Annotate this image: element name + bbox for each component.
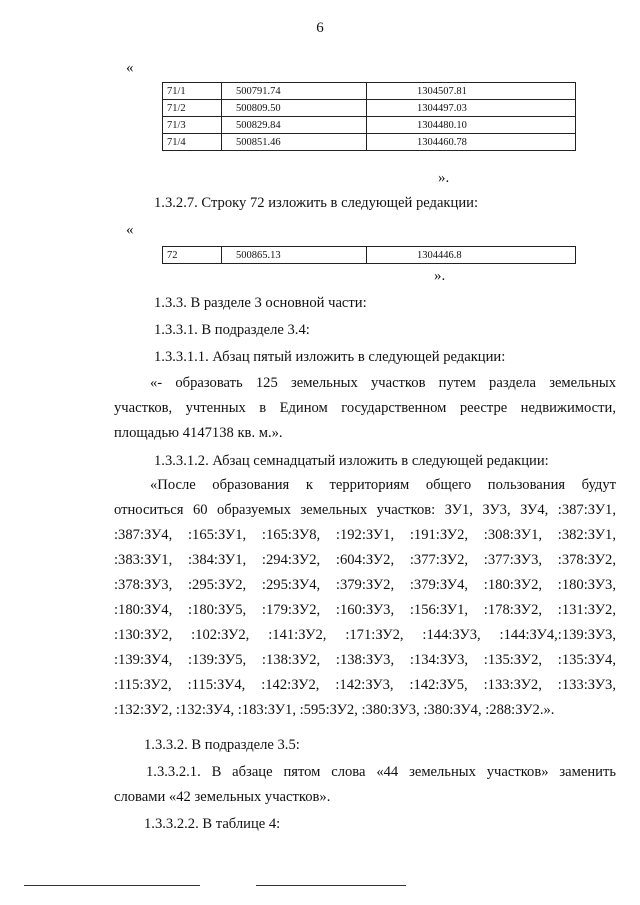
text-line: :132:ЗУ2, :132:ЗУ4, :183:ЗУ1, :595:ЗУ2, :380:ЗУ3, :380:ЗУ4, :288:ЗУ2.». [114,702,555,718]
x-coordinate-cell: 500791.74 [222,83,367,100]
text-line: :378:ЗУ3, :295:ЗУ2, :295:ЗУ4, :379:ЗУ2, :379:ЗУ4, :180:ЗУ2, :180:ЗУ3, [114,577,616,593]
y-coordinate-cell: 1304446.8 [367,247,576,264]
paragraph-1-3-3-2-2: 1.3.3.2.2. В таблице 4: [144,816,281,832]
x-coordinate-cell: 500851.46 [222,134,367,151]
table-row [163,117,576,134]
text-line: относиться 60 образуемых земельных участков: ЗУ1, ЗУ3, ЗУ4, :387:ЗУ1, [114,502,616,518]
y-coordinate-cell: 1304497.03 [367,100,576,117]
text-line: :383:ЗУ1, :384:ЗУ1, :294:ЗУ2, :604:ЗУ2, :377:ЗУ2, :377:ЗУ3, :378:ЗУ2, [114,552,616,568]
text-line: :115:ЗУ2, :115:ЗУ4, :142:ЗУ2, :142:ЗУ3, :142:ЗУ5, :133:ЗУ2, :133:ЗУ3, [114,677,616,693]
table-row [163,83,576,100]
table-row [163,100,576,117]
heading-1-3-2-7: 1.3.2.7. Строку 72 изложить в следующей редакции: [154,195,478,211]
y-coordinate-cell: 1304507.81 [367,83,576,100]
point-number-cell: 72 [163,247,222,264]
coordinates-table-1 [162,82,576,151]
text-line: :139:ЗУ4, :139:ЗУ5, :138:ЗУ2, :138:ЗУ3, :134:ЗУ3, :135:ЗУ2, :135:ЗУ4, [114,652,616,668]
paragraph-1-3-3-1: 1.3.3.1. В подразделе 3.4: [154,322,310,338]
y-coordinate-cell: 1304480.10 [367,117,576,134]
quote-open-1: « [126,60,134,76]
table-row [163,247,576,264]
paragraph-1-3-3-2-1-text [114,760,616,810]
paragraph-1-3-3-1-1-text [114,371,616,446]
quote-close-2: ». [434,268,446,284]
text-line: :180:ЗУ4, :180:ЗУ5, :179:ЗУ2, :160:ЗУ3, :156:ЗУ1, :178:ЗУ2, :131:ЗУ2, [114,602,616,618]
coordinates-table-2 [162,246,576,264]
x-coordinate-cell: 500829.84 [222,117,367,134]
footer-rule-right [256,885,406,886]
paragraph-1-3-3-1-1: 1.3.3.1.1. Абзац пятый изложить в следующей редакции: [154,349,506,365]
paragraph-1-3-3-1-2: 1.3.3.1.2. Абзац семнадцатый изложить в следующей редакции: [154,453,549,469]
text-line: «- образовать 125 земельных участков путем раздела земельных [150,375,616,391]
x-coordinate-cell: 500865.13 [222,247,367,264]
point-number-cell: 71/3 [163,117,222,134]
quote-open-2: « [126,222,134,238]
text-line: участков, учтенных в Едином государственном реестре недвижимости, [114,400,616,416]
point-number-cell: 71/2 [163,100,222,117]
point-number-cell: 71/1 [163,83,222,100]
y-coordinate-cell: 1304460.78 [367,134,576,151]
table-row [163,134,576,151]
paragraph-1-3-3-1-2-text [114,473,616,723]
text-line: «После образования к территориям общего пользования будут [150,477,616,493]
x-coordinate-cell: 500809.50 [222,100,367,117]
text-line: :387:ЗУ4, :165:ЗУ1, :165:ЗУ8, :192:ЗУ1, :191:ЗУ2, :308:ЗУ1, :382:ЗУ1, [114,527,616,543]
text-line: словами «42 земельных участков». [114,789,331,805]
text-line: 1.3.3.2.1. В абзаце пятом слова «44 земельных участков» заменить [146,764,616,780]
paragraph-1-3-3-2: 1.3.3.2. В подразделе 3.5: [144,737,300,753]
text-line: площадью 4147138 кв. м.». [114,425,283,441]
footer-rule-left [24,885,200,886]
text-line: :130:ЗУ2, :102:ЗУ2, :141:ЗУ2, :171:ЗУ2, :144:ЗУ3, :144:ЗУ4,:139:ЗУ3, [114,627,616,643]
paragraph-1-3-3: 1.3.3. В разделе 3 основной части: [154,295,367,311]
point-number-cell: 71/4 [163,134,222,151]
quote-close-1: ». [438,170,450,186]
page-number: 6 [316,20,324,36]
